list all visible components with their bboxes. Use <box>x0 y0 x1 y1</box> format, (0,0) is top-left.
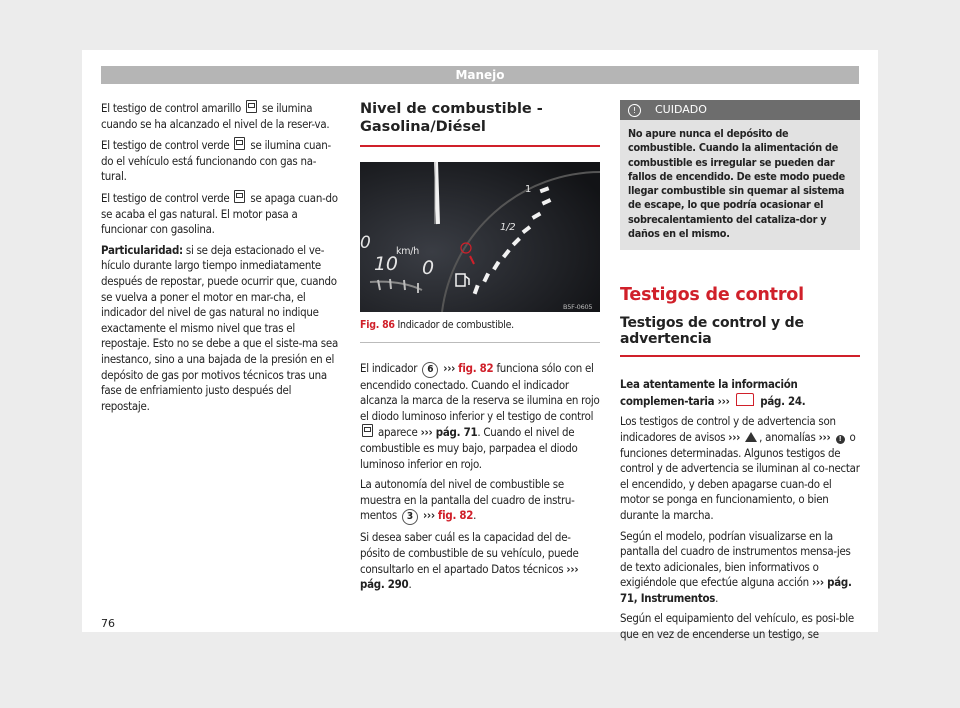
link-page-71[interactable]: ››› pág. 71 <box>420 425 478 440</box>
paragraph-indicator: El indicador 6 ››› fig. 82 funciona sólo con el encendido conectado. Cuando el indicador alcanza la marca de la reserva se ilumina en rojo el diodo luminoso inferior y el testigo de control aparece ››› pág. 71. Cuando el nivel de combustible es muy bajo, parpadea el diodo luminoso inferior en rojo. <box>360 360 600 471</box>
info-icon: ! <box>628 104 641 117</box>
paragraph-lead: Lea atentamente la información complemen-taria ››› pág. 24. <box>620 377 806 408</box>
fuel-pump-icon <box>246 100 257 113</box>
paragraph-autonomy: La autonomía del nivel de combustible se muestra en la pantalla del cuadro de instru-mentos 3 ››› fig. 82. <box>360 477 600 525</box>
figure-caption: Fig. 86 Indicador de combustible. <box>360 312 600 343</box>
speed-label-0: 0 <box>422 257 434 279</box>
link-fig-82[interactable]: fig. 82 <box>437 508 474 523</box>
column-right <box>620 100 860 648</box>
chapter-title: Testigos de control <box>620 285 804 306</box>
figure-background <box>360 162 600 312</box>
speedo-tick <box>404 280 405 290</box>
paragraph-green-on: El testigo de control verde se ilumina cuan-do el vehículo está funcionando con gas na-tural. <box>101 138 331 184</box>
callout-number-6: 6 <box>422 362 438 378</box>
fuel-label-half: 1/2 <box>500 222 516 233</box>
fuel-pump-icon <box>362 424 373 437</box>
speed-unit-label: km/h <box>396 246 419 257</box>
paragraph-warning-lights: Los testigos de control y de advertencia son indicadores de avisos ››› , anomalías ››› ! o funciones determinadas. Algunos testigos de control y de advertencia se iluminan al co-nectar el encendido, y deben apagarse cuan-do el motor se ponga en funcionamiento, o bien durante la marcha. <box>620 414 860 522</box>
link-page-24[interactable]: pág. 24 <box>760 393 802 408</box>
page-number: 76 <box>101 617 115 630</box>
paragraph-equipment: Según el equipamiento del vehículo, es posi-ble que en vez de encenderse un testigo, se <box>620 611 854 642</box>
paragraph-capacity: Si desea saber cuál es la capacidad del de-pósito de combustible de su vehículo, puede consultarlo en el apartado Datos técnicos ››› pág. 290. <box>360 530 579 592</box>
paragraph-green-off: El testigo de control verde se apaga cuan-do se acaba el gas natural. El motor pasa a funcionar con gasolina. <box>101 190 338 237</box>
exclamation-circle-icon: ! <box>836 435 845 444</box>
link-page-71-instruments[interactable]: ››› pág. 71, Instrumentos <box>620 575 852 605</box>
caution-text: No apure nunca el depósito de combustible. Cuando la alimentación de combustible es irregular se pueden dar fallos de encendido. De este modo puede llegar combustible sin quemar al sistema de escape, lo que podría ocasionar el sobrecalentamiento del cataliza-dor y daños en el mismo. <box>628 127 846 241</box>
fuel-label-full: 1 <box>525 184 532 195</box>
paragraph-particularity: Particularidad: si se deja estacionado el ve-hículo durante largo tiempo inmediatamente después de repostar, puede ocurrir que, cuando se vuelva a poner el motor en mar-cha, el indicador del nivel de gas natural no indique exactamente el mismo nivel que tras el repostaje. Esto no se debe a que el siste-ma sea inestanco, sino a una bajada de la presión en el depósito de gas por motivos técnicos tras una fase de enfriamiento justo después del repostaje. <box>101 242 338 413</box>
speedo-needle <box>436 162 438 224</box>
page-header: Manejo <box>101 66 859 84</box>
fuel-gauge-figure <box>360 162 600 312</box>
caution-box <box>620 100 860 250</box>
figure-code: B5F-0605 <box>563 303 593 311</box>
section-title-fuel-level: Nivel de combustible - Gasolina/Diésel <box>360 100 600 147</box>
speed-label-10: 10 <box>374 253 398 275</box>
paragraph-amber-warning: El testigo de control amarillo se ilumina cuando se ha alcanzado el nivel de la reser-va. <box>101 101 330 131</box>
warning-triangle-icon <box>745 432 757 442</box>
gas-cylinder-icon <box>234 137 245 150</box>
section-title-warning-lights: Testigos de control y de advertencia <box>620 316 860 357</box>
paragraph-messages: Según el modelo, podrían visualizarse en la pantalla del cuadro de instrumentos mensa-jes de texto adicionales, bien informativos o exigiéndole que efectúe alguna acción ››› pág. 71, Instrumentos. <box>620 528 852 605</box>
callout-number-3: 3 <box>402 509 418 525</box>
caution-header: ! CUIDADO <box>620 100 860 120</box>
gas-cylinder-icon <box>234 190 245 203</box>
speed-label-partial: 0 <box>360 233 371 253</box>
column-left <box>101 100 341 419</box>
book-icon <box>736 393 754 406</box>
link-fig-82[interactable]: fig. 82 <box>458 360 494 375</box>
column-middle <box>360 100 600 598</box>
link-page-290[interactable]: ››› pág. 290 <box>360 561 579 592</box>
speedo-tick <box>390 279 391 289</box>
fuel-gauge-illustration <box>360 162 600 312</box>
